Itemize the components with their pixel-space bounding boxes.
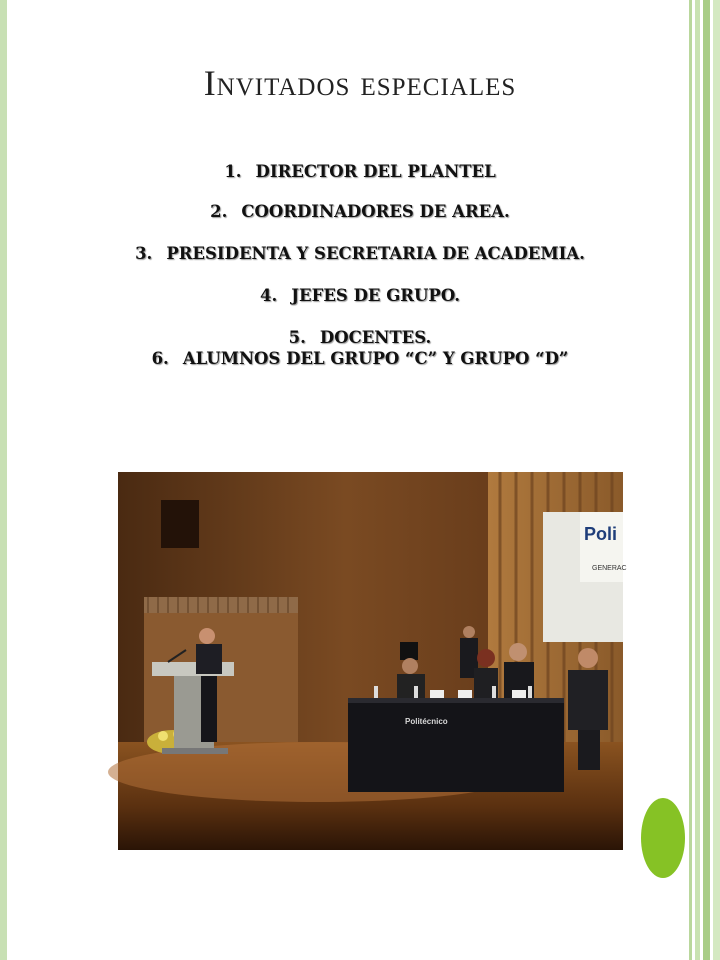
banner-subtext: GENERAC: [592, 565, 627, 572]
banner-text: Poli: [584, 524, 618, 544]
slide-title: Invitados especiales: [203, 63, 517, 103]
right-border-stripes: [686, 0, 720, 960]
event-photo-illustration: [118, 472, 627, 850]
list-item: 4. JEFES DE GRUPO.: [260, 286, 460, 305]
decorative-green-oval: [641, 798, 685, 878]
list-item: 1. DIRECTOR DEL PLANTEL: [224, 162, 496, 181]
guest-list: [0, 162, 720, 370]
left-border-stripe: [0, 0, 7, 960]
list-item: 2. COORDINADORES DE AREA.: [210, 202, 510, 221]
list-item: 6. ALUMNOS DEL GRUPO “C” Y GRUPO “D”: [151, 349, 569, 368]
event-photo: [118, 472, 627, 850]
tablecloth-text: Politécnico: [405, 717, 448, 726]
list-item: 3. PRESIDENTA Y SECRETARIA DE ACADEMIA.: [135, 244, 585, 263]
list-item: 5. DOCENTES.: [288, 328, 432, 347]
